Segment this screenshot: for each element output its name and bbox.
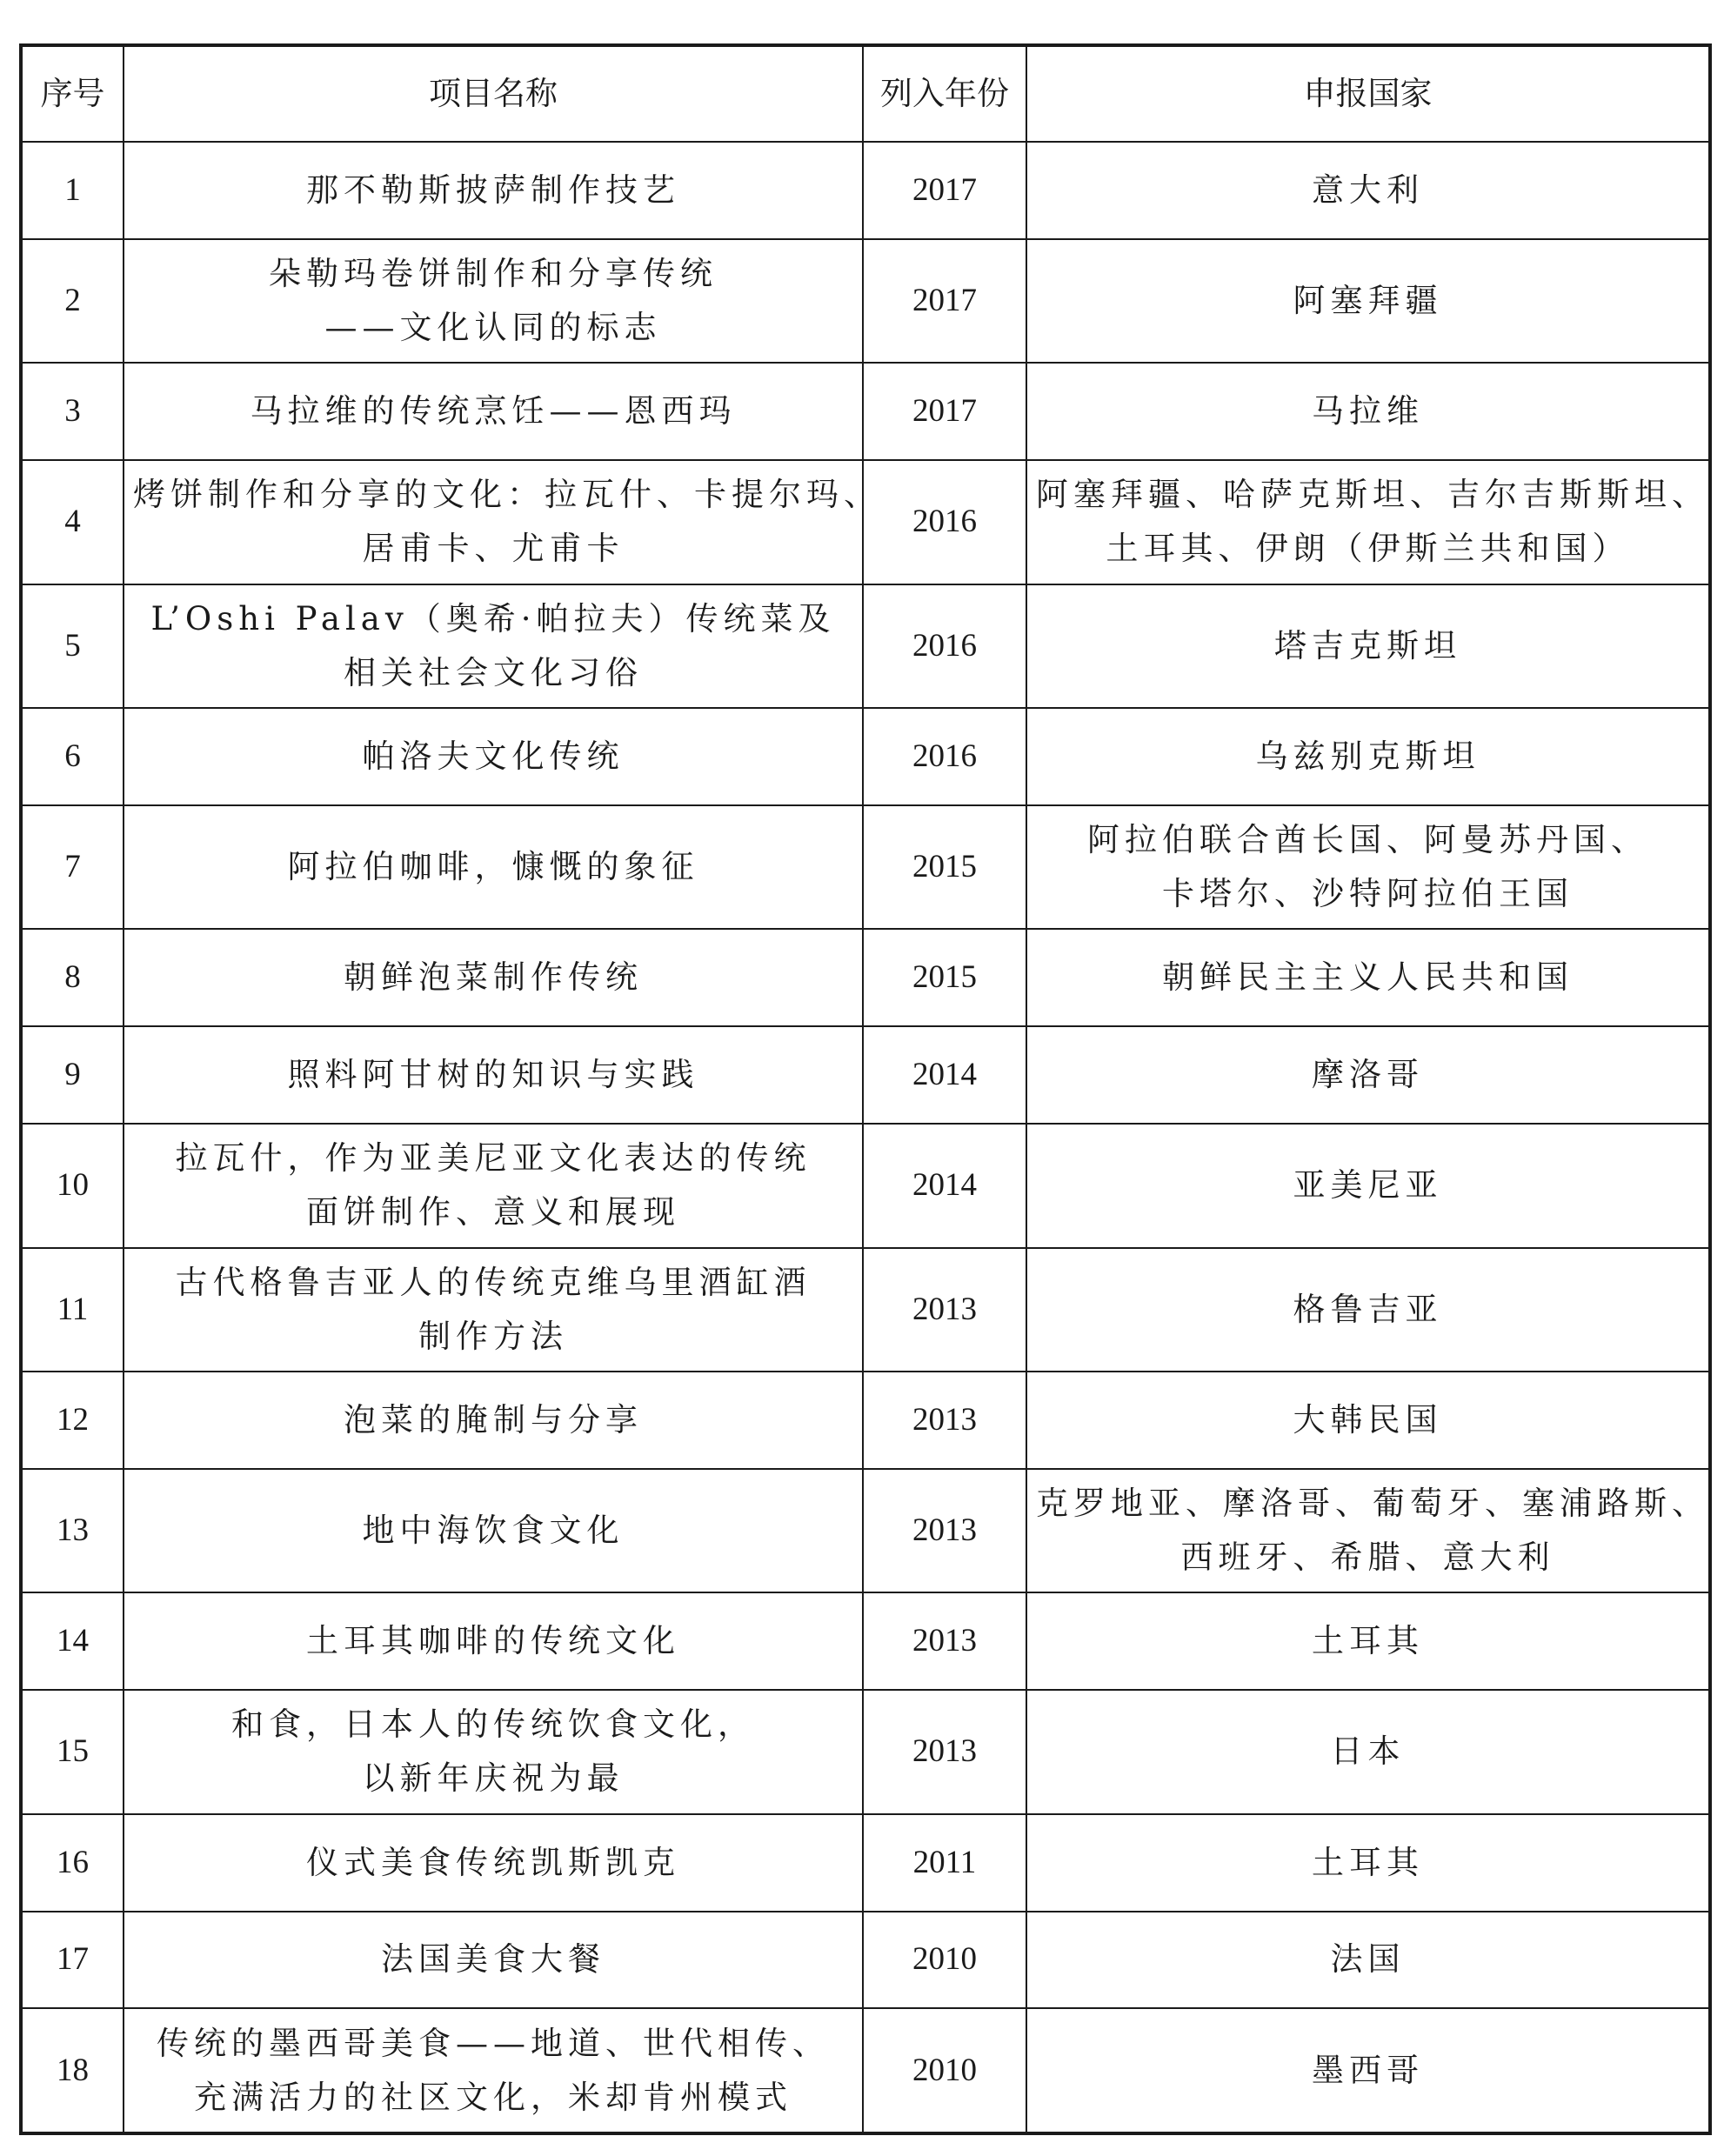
country-line: 阿塞拜疆、哈萨克斯坦、吉尔吉斯斯坦、 (1036, 476, 1709, 514)
cell-country (1026, 1124, 1710, 1247)
cell-country (1026, 460, 1710, 584)
cell-country (1026, 142, 1710, 239)
country-line: 法国 (1330, 1940, 1406, 1979)
table-row (21, 1026, 1710, 1124)
table-row (21, 929, 1710, 1026)
cell-year: 2013 (863, 1592, 1026, 1690)
cell-serial: 17 (21, 1912, 124, 2009)
project-name-line: 古代格鲁吉亚人的传统克维乌里酒缸酒 (175, 1263, 812, 1301)
project-name-line: 相关社会文化习俗 (344, 653, 643, 691)
country-line: 土耳其 (1312, 1622, 1424, 1660)
cell-year: 2016 (863, 584, 1026, 708)
cell-year: 2011 (863, 1814, 1026, 1912)
project-name-line: 以新年庆祝为最 (362, 1759, 625, 1798)
country-line: 塔吉克斯坦 (1274, 626, 1461, 664)
cell-country (1026, 584, 1710, 708)
project-name-line: 和食，日本人的传统饮食文化， (231, 1705, 755, 1744)
cell-project-name (124, 460, 881, 584)
header-row (21, 45, 1710, 142)
country-line: 格鲁吉亚 (1293, 1290, 1443, 1328)
table-row (21, 1248, 1710, 1372)
project-name-line: 地中海饮食文化 (362, 1512, 625, 1550)
cell-project-name (124, 142, 863, 239)
cell-serial: 8 (21, 929, 124, 1026)
project-name-line: 朝鲜泡菜制作传统 (344, 958, 643, 997)
cell-project-name (124, 363, 863, 460)
project-name-line: 马拉维的传统烹饪——恩西玛 (250, 392, 737, 431)
cell-year: 2016 (863, 708, 1026, 805)
cell-serial: 11 (21, 1248, 124, 1372)
cell-project-name (124, 1248, 863, 1372)
cell-serial: 18 (21, 2008, 124, 2133)
cell-serial: 4 (21, 460, 124, 584)
project-name-line: 烤饼制作和分享的文化：拉瓦什、卡提尔玛、 (133, 476, 881, 514)
cell-country (1026, 363, 1710, 460)
cell-year: 2015 (863, 805, 1026, 929)
cell-year: 2017 (863, 239, 1026, 363)
cell-serial: 14 (21, 1592, 124, 1690)
country-line: 土耳其 (1312, 1843, 1424, 1881)
table-row (21, 1814, 1710, 1912)
cell-project-name (124, 1026, 863, 1124)
table-row (21, 2008, 1710, 2133)
project-name-line: 传统的墨西哥美食——地道、世代相传、 (157, 2024, 830, 2062)
cell-serial: 2 (21, 239, 124, 363)
table-row (21, 460, 1710, 584)
cell-country (1026, 1469, 1710, 1592)
cell-serial: 16 (21, 1814, 124, 1912)
project-name-line: 照料阿甘树的知识与实践 (287, 1056, 699, 1094)
cell-serial: 12 (21, 1372, 124, 1469)
cell-serial: 7 (21, 805, 124, 929)
heritage-table (19, 43, 1712, 2135)
cell-project-name (124, 1814, 863, 1912)
country-line: 阿塞拜疆 (1293, 282, 1443, 320)
cell-country (1026, 929, 1710, 1026)
cell-country (1026, 1372, 1710, 1469)
cell-project-name (124, 1690, 863, 1813)
cell-project-name (124, 584, 863, 708)
cell-serial: 15 (21, 1690, 124, 1813)
table-row (21, 1592, 1710, 1690)
cell-country (1026, 1026, 1710, 1124)
cell-project-name (124, 1592, 863, 1690)
table-row (21, 805, 1710, 929)
header-country: 申报国家 (1026, 45, 1710, 142)
country-line: 墨西哥 (1312, 2051, 1424, 2089)
country-line: 马拉维 (1312, 392, 1424, 431)
cell-project-name (124, 1469, 863, 1592)
cell-country (1026, 239, 1710, 363)
project-name-line: 法国美食大餐 (381, 1940, 605, 1979)
cell-year: 2017 (863, 142, 1026, 239)
header-serial: 序号 (21, 45, 124, 142)
cell-serial: 10 (21, 1124, 124, 1247)
cell-serial: 3 (21, 363, 124, 460)
header-project-name: 项目名称 (124, 45, 863, 142)
cell-country (1026, 805, 1710, 929)
cell-project-name (124, 1124, 863, 1247)
table-row (21, 1372, 1710, 1469)
project-name-line: 朵勒玛卷饼制作和分享传统 (269, 255, 718, 293)
project-name-line: 仪式美食传统凯斯凯克 (306, 1843, 680, 1881)
project-name-line: 那不勒斯披萨制作技艺 (306, 170, 680, 209)
table-row (21, 708, 1710, 805)
table-row (21, 239, 1710, 363)
country-line: 阿拉伯联合酋长国、阿曼苏丹国、 (1087, 821, 1648, 859)
country-line: 意大利 (1312, 170, 1424, 209)
cell-serial: 6 (21, 708, 124, 805)
cell-year: 2015 (863, 929, 1026, 1026)
project-name-line: 面饼制作、意义和展现 (306, 1193, 680, 1232)
project-name-line: 阿拉伯咖啡，慷慨的象征 (287, 848, 699, 886)
country-line: 亚美尼亚 (1293, 1166, 1443, 1205)
cell-serial: 13 (21, 1469, 124, 1592)
country-line: 乌兹别克斯坦 (1255, 737, 1480, 775)
country-line: 日本 (1330, 1732, 1406, 1771)
country-line: 西班牙、希腊、意大利 (1180, 1539, 1555, 1577)
cell-project-name (124, 1372, 863, 1469)
table-body (21, 142, 1710, 2133)
cell-project-name (124, 239, 863, 363)
cell-project-name (124, 805, 863, 929)
header-year: 列入年份 (863, 45, 1026, 142)
cell-country (1026, 1592, 1710, 1690)
project-name-line: L’Oshi Palav（奥希·帕拉夫）传统菜及 (150, 599, 836, 637)
cell-year: 2013 (863, 1469, 1026, 1592)
cell-country (1026, 1912, 1710, 2009)
cell-year: 2014 (863, 1026, 1026, 1124)
table-row (21, 142, 1710, 239)
cell-year: 2016 (863, 460, 1026, 584)
cell-year: 2010 (863, 1912, 1026, 2009)
country-line: 土耳其、伊朗（伊斯兰共和国） (1106, 530, 1630, 568)
cell-serial: 9 (21, 1026, 124, 1124)
project-name-line: 土耳其咖啡的传统文化 (306, 1622, 680, 1660)
project-name-line: 帕洛夫文化传统 (362, 737, 625, 775)
cell-year: 2010 (863, 2008, 1026, 2133)
country-line: 摩洛哥 (1312, 1056, 1424, 1094)
cell-year: 2013 (863, 1372, 1026, 1469)
cell-serial: 1 (21, 142, 124, 239)
table-row (21, 1912, 1710, 2009)
table-row (21, 1690, 1710, 1813)
project-name-line: 居甫卡、尤甫卡 (362, 530, 625, 568)
cell-project-name (124, 929, 863, 1026)
cell-project-name (124, 2008, 863, 2133)
cell-country (1026, 1248, 1710, 1372)
country-line: 克罗地亚、摩洛哥、葡萄牙、塞浦路斯、 (1036, 1485, 1709, 1523)
cell-serial: 5 (21, 584, 124, 708)
project-name-line: 制作方法 (418, 1317, 568, 1355)
cell-year: 2013 (863, 1248, 1026, 1372)
table-row (21, 584, 1710, 708)
cell-country (1026, 1690, 1710, 1813)
cell-year: 2014 (863, 1124, 1026, 1247)
country-line: 卡塔尔、沙特阿拉伯王国 (1162, 875, 1574, 913)
table-row (21, 363, 1710, 460)
cell-year: 2017 (863, 363, 1026, 460)
table-row (21, 1124, 1710, 1247)
table-row (21, 1469, 1710, 1592)
cell-project-name (124, 708, 863, 805)
cell-country (1026, 708, 1710, 805)
project-name-line: 泡菜的腌制与分享 (344, 1400, 643, 1438)
cell-country (1026, 1814, 1710, 1912)
project-name-line: 充满活力的社区文化，米却肯州模式 (194, 2078, 792, 2116)
cell-country (1026, 2008, 1710, 2133)
country-line: 朝鲜民主主义人民共和国 (1162, 958, 1574, 997)
cell-year: 2013 (863, 1690, 1026, 1813)
country-line: 大韩民国 (1293, 1400, 1443, 1438)
project-name-line: ——文化认同的标志 (324, 309, 662, 347)
cell-project-name (124, 1912, 863, 2009)
project-name-line: 拉瓦什，作为亚美尼亚文化表达的传统 (175, 1139, 812, 1178)
